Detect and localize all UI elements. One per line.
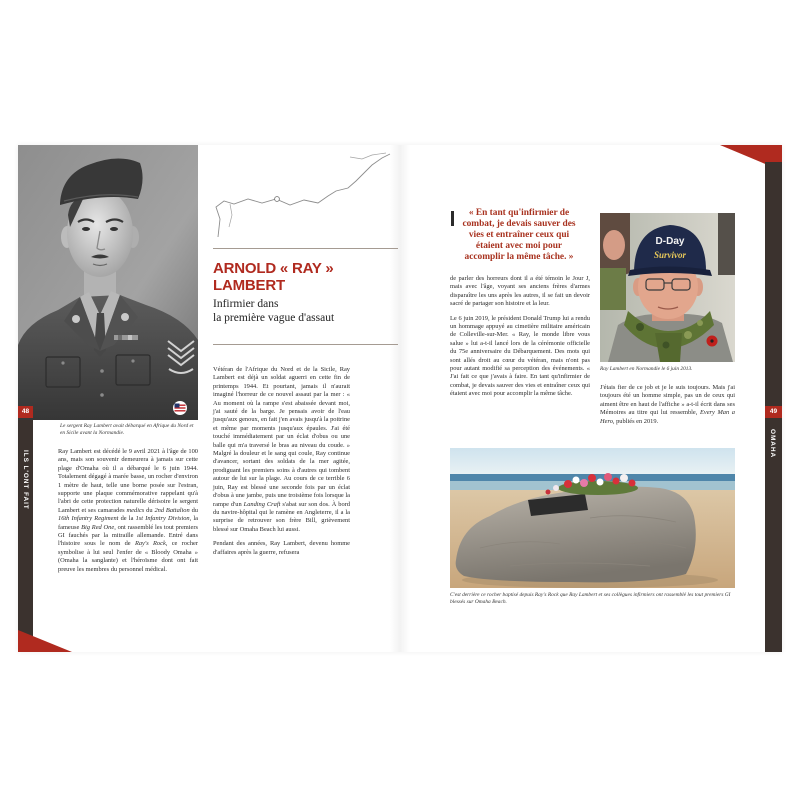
italic-text-run: 16th Infantry Regiment: [58, 515, 119, 523]
body-column-3: [450, 275, 590, 405]
coastline-north: [350, 153, 386, 159]
text-run: Le 6 juin 2019, le président Donald Trump lui a rendu un hommage appuyé au cimetière militaire américain de Colleville-sur-Mer. « Ray, le monde libre vous salue » lui a-t-il lancé lors de la cérémonie officielle du 75e anniversaire du Débarquement. Des mots qui sont allés droit au cœur du vétéran, mais n'ont pas pour autant modifié sa perception des événements. « J'ai fait ce que j'avais à faire. En tant qu'infirmier de combat, je devais sauver des vies et entraîner ceux qui étaient avec moi pour accomplir la même tâche.: [450, 314, 590, 398]
italic-text-run: Big Red One: [81, 523, 115, 531]
normandy-coast-map: [210, 145, 400, 240]
text-run: s'abat sur son dos. À bord du navire-hôpital qui le ramène en Angleterre, il a la surprise de retrouver son frère Bill, grièvement blessé sur Omaha Beach lui aussi.: [213, 500, 350, 533]
text-run: du: [144, 506, 155, 514]
italic-text-run: Landing Craft: [243, 500, 281, 508]
left-section-label: ILS L'ONT FAIT: [22, 450, 29, 510]
location-marker-icon: [275, 197, 280, 202]
soldier-portrait-photo: [18, 145, 198, 420]
text-run: du: [189, 506, 198, 514]
article-title: [213, 260, 334, 294]
collar-insignia: [121, 313, 129, 321]
body-paragraph: [600, 384, 735, 426]
us-flag-icon: [173, 401, 187, 415]
background-person: [600, 213, 630, 310]
body-paragraph: [213, 540, 350, 557]
pull-quote: « En tant qu'infirmier de combat, je devais sauver des vies et entraîner ceux qui étaient avec moi pour accomplir la même tâche. »: [462, 208, 576, 262]
text-run: Ray Lambert est décédé le 9 avril 2021 à l'âge de 100 ans, mais son souvenir demeurera à jamais sur cette plage d'Omaha où il a débarqué le 6 juin 1944. Totalement dégagé à marée basse, un rocher d'environ 1 mètre de haut, telle une borne posée sur l'estran, supporte une plaque commémorative rappelant qu'à l'abri de cette protection naturelle dérisoire le sergent Lambert et ses camarades: [58, 448, 198, 514]
text-run: Pendant des années, Ray Lambert, devenu homme d'affaires après la guerre, refusera: [213, 540, 350, 556]
body-column-2: [213, 366, 350, 563]
veteran-photo-caption: Ray Lambert en Normandie le 6 juin 2013.: [600, 366, 693, 372]
text-run: , la fameuse: [58, 515, 199, 531]
portrait-caption: Le sergent Ray Lambert avait débarqué en Afrique du Nord et en Sicile avant la Normandie.: [60, 423, 194, 436]
title-rule-bottom: [213, 344, 398, 345]
cap-text-line-2: Survivor: [653, 250, 687, 260]
text-run: de la: [118, 515, 136, 523]
text-run: Vétéran de l'Afrique du Nord et de la Sicile, Ray Lambert est déjà un soldat aguerri en cette fin de printemps 1944. Et pourtant, jamais il n'aurait imaginé l'horreur de ce nouvel assaut par la mer : « Au moment où la rampe s'est abaissée devant moi, j'ai sauté de la barge. Je pensais avoir de l'eau jusqu'aux genoux, en fait j'en avais jusqu'à la poitrine et même par moments jusqu'aux épaules. J'ai été touché immédiatement par un éclat d'obus ou une balle qui m'a traversé le bras au niveau du coude. » Malgré la douleur et le sang qui coule, Ray continue d'avancer, sortant des soldats de la mer agitée, prodiguant les premiers soins à d'autres qui tombent autour de lui sur la plage. Au cours de ce terrible 6 juin, Ray est blessé une seconde fois par un éclat d'obus à une jambe, puis une troisième fois lorsque la rampe d'un: [213, 366, 350, 508]
ribbon-bar: [114, 335, 138, 340]
rays-rock-photo: [450, 448, 735, 588]
title-rule-top: [213, 248, 398, 249]
body-column-1: [58, 448, 198, 580]
poppy-icon: [707, 336, 718, 347]
body-paragraph: [450, 275, 590, 309]
veteran-photo: [600, 213, 735, 362]
page-number-left: 48: [18, 406, 33, 418]
background-figure: [718, 213, 735, 275]
page-number-right: 49: [765, 406, 782, 418]
coastline-inlet: [229, 204, 232, 227]
article-subtitle: [213, 298, 334, 325]
rays-rock-caption: C'est derrière ce rocher baptisé depuis Ray's Rock que Ray Lambert et ses collègues infirmiers ont rassemblé les tout premiers GI blessés sur Omaha Beach.: [450, 592, 731, 605]
body-column-4: [600, 384, 735, 432]
text-run: , publiés en 2019.: [612, 417, 659, 425]
eye: [110, 227, 118, 231]
italic-text-run: medics: [126, 506, 145, 514]
body-paragraph: [58, 448, 198, 574]
article-title-line-1: ARNOLD « RAY »: [213, 260, 334, 277]
italic-text-run: 2nd Battalion: [154, 506, 190, 514]
body-paragraph: [213, 366, 350, 534]
article-subtitle-line-2: la première vague d'assaut: [213, 311, 335, 324]
text-run: , ont rassemblé les tout premiers GI fauchés par la mitraille allemande. Entré dans l'histoire sous le nom de: [58, 523, 198, 548]
collar-insignia: [72, 315, 80, 323]
body-paragraph: [450, 315, 590, 399]
italic-text-run: Every Man a Hero: [600, 409, 735, 425]
article-title-line-2: LAMBERT: [213, 277, 285, 294]
text-run: de parler des horreurs dont il a été témoin le Jour J, mais avec l'âge, voyant ses anciens frères d'armes disparaître les uns après les autres, il se fait un devoir sacré de partager son histoire et la leur.: [450, 275, 590, 308]
text-run: J'étais fier de ce job et je le suis toujours. Mais j'ai toujours été un homme simple, pas un de ceux qui aiment être en haut de l'affiche » a-t-il écrit dans ses Mémoires au titre qui lui ressemble,: [600, 384, 735, 417]
coastline: [216, 154, 390, 237]
italic-text-run: 1st Infantry Division: [135, 515, 190, 523]
article-subtitle-line-1: Infirmier dans: [213, 298, 279, 310]
pull-quote-bar: [451, 211, 454, 226]
eye: [82, 227, 90, 231]
red-corner-bottom-left: [18, 626, 74, 652]
italic-text-run: Ray's Rock: [134, 540, 166, 548]
right-section-label: OMAHA: [769, 429, 776, 459]
cap-text-line-1: D-Day: [655, 236, 685, 247]
text-run: , ce rocher symbolise à lui seul l'enfer de « Bloody Omaha » (Omaha la sanglante) et l'héroïsme dont ont fait preuve les membres du personnel médical.: [58, 540, 198, 573]
sky: [450, 448, 735, 476]
